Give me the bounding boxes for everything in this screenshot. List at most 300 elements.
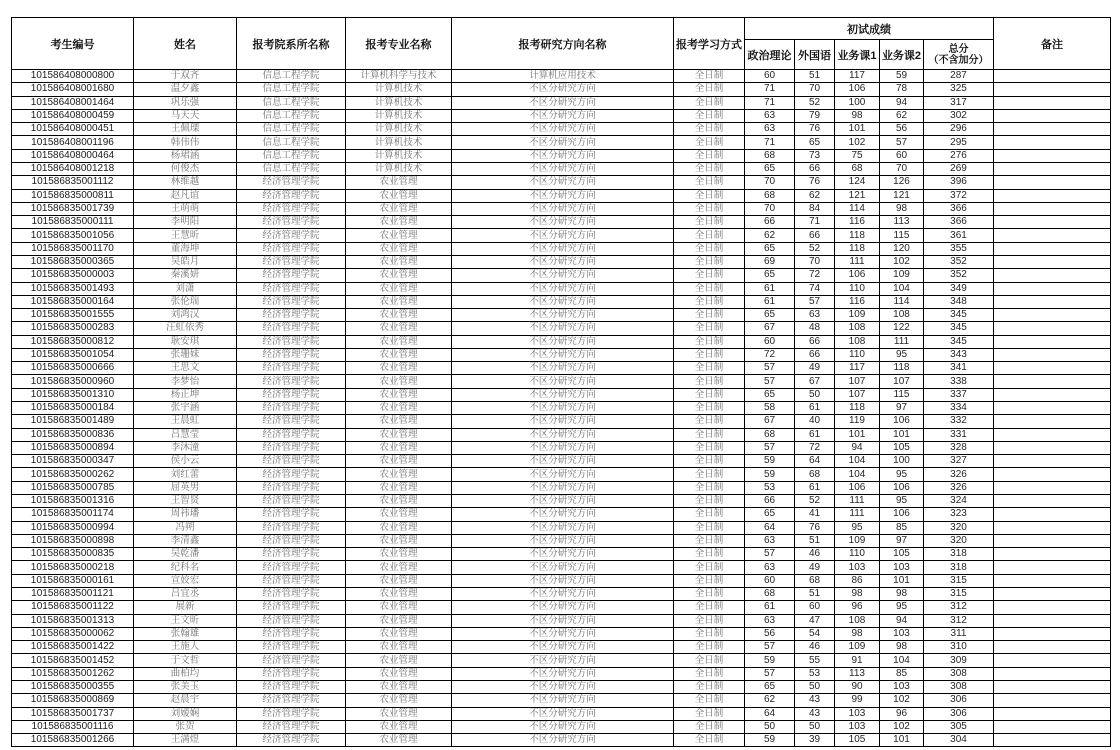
politics-score: 66 [745,216,795,229]
candidate-id: 101586408001218 [12,162,134,175]
remarks [994,362,1111,375]
remarks [994,601,1111,614]
foreign-language-score: 76 [795,176,835,189]
candidate-name: 宣姣宏 [134,574,237,587]
remarks [994,309,1111,322]
candidate-name: 周祎璠 [134,508,237,521]
foreign-language-score: 68 [795,468,835,481]
department: 经济管理学院 [237,720,346,733]
candidate-name: 王施人 [134,641,237,654]
candidate-id: 101586835000869 [12,694,134,707]
course2-score: 78 [880,83,924,96]
total-score: 296 [924,123,994,136]
major: 农业管理 [346,734,452,747]
total-score: 361 [924,229,994,242]
candidate-id: 101586408001464 [12,96,134,109]
header-major: 报考专业名称 [346,18,452,70]
total-score: 311 [924,627,994,640]
course2-score: 94 [880,614,924,627]
foreign-language-score: 67 [795,375,835,388]
candidate-name: 赵凡谊 [134,189,237,202]
course1-score: 103 [835,561,880,574]
course1-score: 103 [835,707,880,720]
candidate-id: 101586408000800 [12,70,134,83]
study-mode: 全日制 [674,654,745,667]
course2-score: 94 [880,96,924,109]
study-mode: 全日制 [674,680,745,693]
table-body [12,70,1111,747]
candidate-id: 101586835001112 [12,176,134,189]
candidate-name: 张美玉 [134,680,237,693]
remarks [994,720,1111,733]
study-mode: 全日制 [674,109,745,122]
table-row [12,521,1111,534]
department: 经济管理学院 [237,415,346,428]
course1-score: 106 [835,83,880,96]
major: 农业管理 [346,707,452,720]
table-row [12,534,1111,547]
remarks [994,455,1111,468]
department: 经济管理学院 [237,561,346,574]
course2-score: 70 [880,162,924,175]
candidate-id: 101586835001316 [12,495,134,508]
candidate-name: 王晨虹 [134,415,237,428]
remarks [994,561,1111,574]
research-direction: 不区分研究方向 [452,269,674,282]
table-row [12,136,1111,149]
department: 经济管理学院 [237,707,346,720]
table-row [12,70,1111,83]
study-mode: 全日制 [674,295,745,308]
candidate-name: 刘鸿汉 [134,309,237,322]
course2-score: 103 [880,627,924,640]
total-score: 349 [924,282,994,295]
remarks [994,641,1111,654]
course2-score: 101 [880,574,924,587]
politics-score: 68 [745,149,795,162]
department: 经济管理学院 [237,335,346,348]
foreign-language-score: 70 [795,83,835,96]
research-direction: 不区分研究方向 [452,627,674,640]
course1-score: 118 [835,229,880,242]
major: 农业管理 [346,574,452,587]
course2-score: 95 [880,495,924,508]
total-score: 343 [924,348,994,361]
candidate-id: 101586835000283 [12,322,134,335]
study-mode: 全日制 [674,455,745,468]
research-direction: 不区分研究方向 [452,309,674,322]
major: 农业管理 [346,455,452,468]
total-score: 372 [924,189,994,202]
course2-score: 106 [880,415,924,428]
candidate-id: 101586835000785 [12,481,134,494]
study-mode: 全日制 [674,707,745,720]
course1-score: 86 [835,574,880,587]
major: 农业管理 [346,667,452,680]
candidate-id: 101586835001555 [12,309,134,322]
remarks [994,149,1111,162]
study-mode: 全日制 [674,83,745,96]
foreign-language-score: 47 [795,614,835,627]
course1-score: 68 [835,162,880,175]
course1-score: 98 [835,109,880,122]
candidate-name: 侯小云 [134,455,237,468]
research-direction: 不区分研究方向 [452,468,674,481]
politics-score: 68 [745,189,795,202]
course2-score: 101 [880,428,924,441]
total-score: 352 [924,269,994,282]
politics-score: 59 [745,468,795,481]
politics-score: 63 [745,561,795,574]
research-direction: 不区分研究方向 [452,282,674,295]
candidate-name: 张贺 [134,720,237,733]
total-score: 306 [924,694,994,707]
course2-score: 113 [880,216,924,229]
department: 经济管理学院 [237,508,346,521]
research-direction: 不区分研究方向 [452,242,674,255]
total-score: 308 [924,667,994,680]
department: 经济管理学院 [237,428,346,441]
course1-score: 106 [835,481,880,494]
course1-score: 109 [835,309,880,322]
study-mode: 全日制 [674,415,745,428]
research-direction: 不区分研究方向 [452,654,674,667]
course2-score: 115 [880,229,924,242]
research-direction: 不区分研究方向 [452,601,674,614]
remarks [994,415,1111,428]
study-mode: 全日制 [674,242,745,255]
foreign-language-score: 76 [795,521,835,534]
total-score: 304 [924,734,994,747]
total-score: 315 [924,587,994,600]
remarks [994,282,1111,295]
major: 计算机技术 [346,96,452,109]
major: 农业管理 [346,428,452,441]
course1-score: 94 [835,441,880,454]
research-direction: 不区分研究方向 [452,641,674,654]
major: 农业管理 [346,720,452,733]
candidate-name: 李清鑫 [134,534,237,547]
department: 经济管理学院 [237,614,346,627]
candidate-name: 秦溪妍 [134,269,237,282]
course1-score: 124 [835,176,880,189]
course1-score: 108 [835,322,880,335]
course1-score: 111 [835,508,880,521]
table-row [12,269,1111,282]
candidate-name: 王佩瑮 [134,123,237,136]
candidate-id: 101586835001121 [12,587,134,600]
research-direction: 不区分研究方向 [452,176,674,189]
header-remarks: 备注 [994,18,1111,70]
politics-score: 72 [745,348,795,361]
total-score: 302 [924,109,994,122]
research-direction: 不区分研究方向 [452,375,674,388]
politics-score: 64 [745,707,795,720]
research-direction: 不区分研究方向 [452,136,674,149]
study-mode: 全日制 [674,162,745,175]
foreign-language-score: 72 [795,441,835,454]
course2-score: 120 [880,242,924,255]
department: 经济管理学院 [237,269,346,282]
major: 农业管理 [346,362,452,375]
politics-score: 65 [745,508,795,521]
major: 计算机技术 [346,162,452,175]
total-score: 337 [924,388,994,401]
candidate-id: 101586835000994 [12,521,134,534]
total-score: 269 [924,162,994,175]
candidate-id: 101586835001493 [12,282,134,295]
course2-score: 118 [880,362,924,375]
course2-score: 105 [880,548,924,561]
course2-score: 104 [880,654,924,667]
candidate-name: 于文哲 [134,654,237,667]
candidate-id: 101586408000459 [12,109,134,122]
department: 经济管理学院 [237,641,346,654]
table-row [12,176,1111,189]
foreign-language-score: 63 [795,309,835,322]
study-mode: 全日制 [674,348,745,361]
study-mode: 全日制 [674,694,745,707]
candidate-id: 101586835001116 [12,720,134,733]
remarks [994,707,1111,720]
course2-score: 104 [880,282,924,295]
total-score: 366 [924,202,994,215]
total-score: 318 [924,548,994,561]
course1-score: 98 [835,627,880,640]
candidate-id: 101586835000161 [12,574,134,587]
course1-score: 101 [835,428,880,441]
study-mode: 全日制 [674,149,745,162]
candidate-name: 杨正坤 [134,388,237,401]
remarks [994,375,1111,388]
header-total-line2: （不含加分） [928,54,989,66]
candidate-name: 纪科名 [134,561,237,574]
foreign-language-score: 61 [795,481,835,494]
candidate-id: 101586835000365 [12,255,134,268]
candidate-id: 101586835001170 [12,242,134,255]
department: 经济管理学院 [237,295,346,308]
politics-score: 68 [745,587,795,600]
remarks [994,335,1111,348]
candidate-id: 101586835000960 [12,375,134,388]
study-mode: 全日制 [674,720,745,733]
study-mode: 全日制 [674,641,745,654]
total-score: 345 [924,309,994,322]
table-row [12,627,1111,640]
department: 经济管理学院 [237,667,346,680]
department: 经济管理学院 [237,348,346,361]
foreign-language-score: 46 [795,548,835,561]
study-mode: 全日制 [674,216,745,229]
course1-score: 117 [835,362,880,375]
politics-score: 62 [745,229,795,242]
department: 经济管理学院 [237,202,346,215]
remarks [994,574,1111,587]
major: 农业管理 [346,322,452,335]
foreign-language-score: 51 [795,70,835,83]
total-score: 326 [924,481,994,494]
total-score: 320 [924,521,994,534]
total-score: 332 [924,415,994,428]
research-direction: 不区分研究方向 [452,521,674,534]
course1-score: 98 [835,587,880,600]
politics-score: 63 [745,614,795,627]
total-score: 324 [924,495,994,508]
remarks [994,83,1111,96]
total-score: 341 [924,362,994,375]
major: 农业管理 [346,388,452,401]
study-mode: 全日制 [674,202,745,215]
politics-score: 56 [745,627,795,640]
table-row [12,495,1111,508]
department: 经济管理学院 [237,495,346,508]
politics-score: 59 [745,654,795,667]
research-direction: 不区分研究方向 [452,362,674,375]
study-mode: 全日制 [674,601,745,614]
foreign-language-score: 66 [795,335,835,348]
politics-score: 66 [745,495,795,508]
header-course1-score: 业务课1 [835,40,880,70]
course1-score: 101 [835,123,880,136]
department: 经济管理学院 [237,255,346,268]
candidate-id: 101586835000836 [12,428,134,441]
foreign-language-score: 50 [795,680,835,693]
course1-score: 95 [835,521,880,534]
study-mode: 全日制 [674,508,745,521]
course2-score: 85 [880,521,924,534]
major: 农业管理 [346,561,452,574]
total-score: 323 [924,508,994,521]
research-direction: 不区分研究方向 [452,402,674,415]
research-direction: 不区分研究方向 [452,96,674,109]
candidate-id: 101586835001489 [12,415,134,428]
table-row [12,255,1111,268]
research-direction: 不区分研究方向 [452,707,674,720]
table-row [12,348,1111,361]
study-mode: 全日制 [674,269,745,282]
candidate-name: 冯朔 [134,521,237,534]
study-mode: 全日制 [674,388,745,401]
research-direction: 不区分研究方向 [452,216,674,229]
candidate-id: 101586835001737 [12,707,134,720]
major: 农业管理 [346,216,452,229]
remarks [994,189,1111,202]
course1-score: 110 [835,548,880,561]
total-score: 348 [924,295,994,308]
major: 计算机技术 [346,136,452,149]
table-row [12,335,1111,348]
major: 计算机技术 [346,149,452,162]
research-direction: 不区分研究方向 [452,123,674,136]
foreign-language-score: 52 [795,495,835,508]
department: 经济管理学院 [237,375,346,388]
remarks [994,242,1111,255]
major: 农业管理 [346,508,452,521]
major: 农业管理 [346,375,452,388]
course2-score: 98 [880,587,924,600]
research-direction: 不区分研究方向 [452,162,674,175]
study-mode: 全日制 [674,96,745,109]
table-header [12,18,1111,70]
foreign-language-score: 76 [795,123,835,136]
major: 农业管理 [346,202,452,215]
candidate-id: 101586835001739 [12,202,134,215]
total-score: 396 [924,176,994,189]
study-mode: 全日制 [674,136,745,149]
table-row [12,216,1111,229]
course2-score: 102 [880,694,924,707]
table-row [12,282,1111,295]
course1-score: 91 [835,654,880,667]
candidate-name: 李沐潼 [134,441,237,454]
major: 农业管理 [346,309,452,322]
course2-score: 85 [880,667,924,680]
total-score: 287 [924,70,994,83]
course2-score: 102 [880,720,924,733]
course1-score: 105 [835,734,880,747]
department: 信息工程学院 [237,123,346,136]
table-row [12,508,1111,521]
politics-score: 58 [745,402,795,415]
research-direction: 不区分研究方向 [452,255,674,268]
foreign-language-score: 66 [795,162,835,175]
politics-score: 57 [745,667,795,680]
candidate-name: 韩伟伟 [134,136,237,149]
candidate-id: 101586835000062 [12,627,134,640]
table-row [12,587,1111,600]
table-row [12,441,1111,454]
research-direction: 不区分研究方向 [452,667,674,680]
course2-score: 121 [880,189,924,202]
header-candidate-id: 考生编号 [12,18,134,70]
course2-score: 115 [880,388,924,401]
foreign-language-score: 66 [795,229,835,242]
total-score: 320 [924,534,994,547]
department: 信息工程学院 [237,162,346,175]
candidate-name: 赵晨宇 [134,694,237,707]
course2-score: 95 [880,601,924,614]
foreign-language-score: 48 [795,322,835,335]
candidate-name: 李梦怡 [134,375,237,388]
study-mode: 全日制 [674,255,745,268]
study-mode: 全日制 [674,614,745,627]
table-row [12,309,1111,322]
table-row [12,707,1111,720]
course2-score: 106 [880,481,924,494]
department: 经济管理学院 [237,601,346,614]
research-direction: 不区分研究方向 [452,455,674,468]
table-row [12,574,1111,587]
politics-score: 61 [745,295,795,308]
total-score: 345 [924,322,994,335]
candidate-name: 王慧昕 [134,229,237,242]
candidate-name: 汪虹依秀 [134,322,237,335]
research-direction: 不区分研究方向 [452,441,674,454]
politics-score: 65 [745,309,795,322]
candidate-name: 王思文 [134,362,237,375]
remarks [994,587,1111,600]
remarks [994,322,1111,335]
foreign-language-score: 50 [795,388,835,401]
course1-score: 107 [835,375,880,388]
foreign-language-score: 79 [795,109,835,122]
candidate-id: 101586408000464 [12,149,134,162]
politics-score: 71 [745,136,795,149]
candidate-id: 101586835001452 [12,654,134,667]
department: 经济管理学院 [237,574,346,587]
department: 经济管理学院 [237,521,346,534]
total-score: 366 [924,216,994,229]
